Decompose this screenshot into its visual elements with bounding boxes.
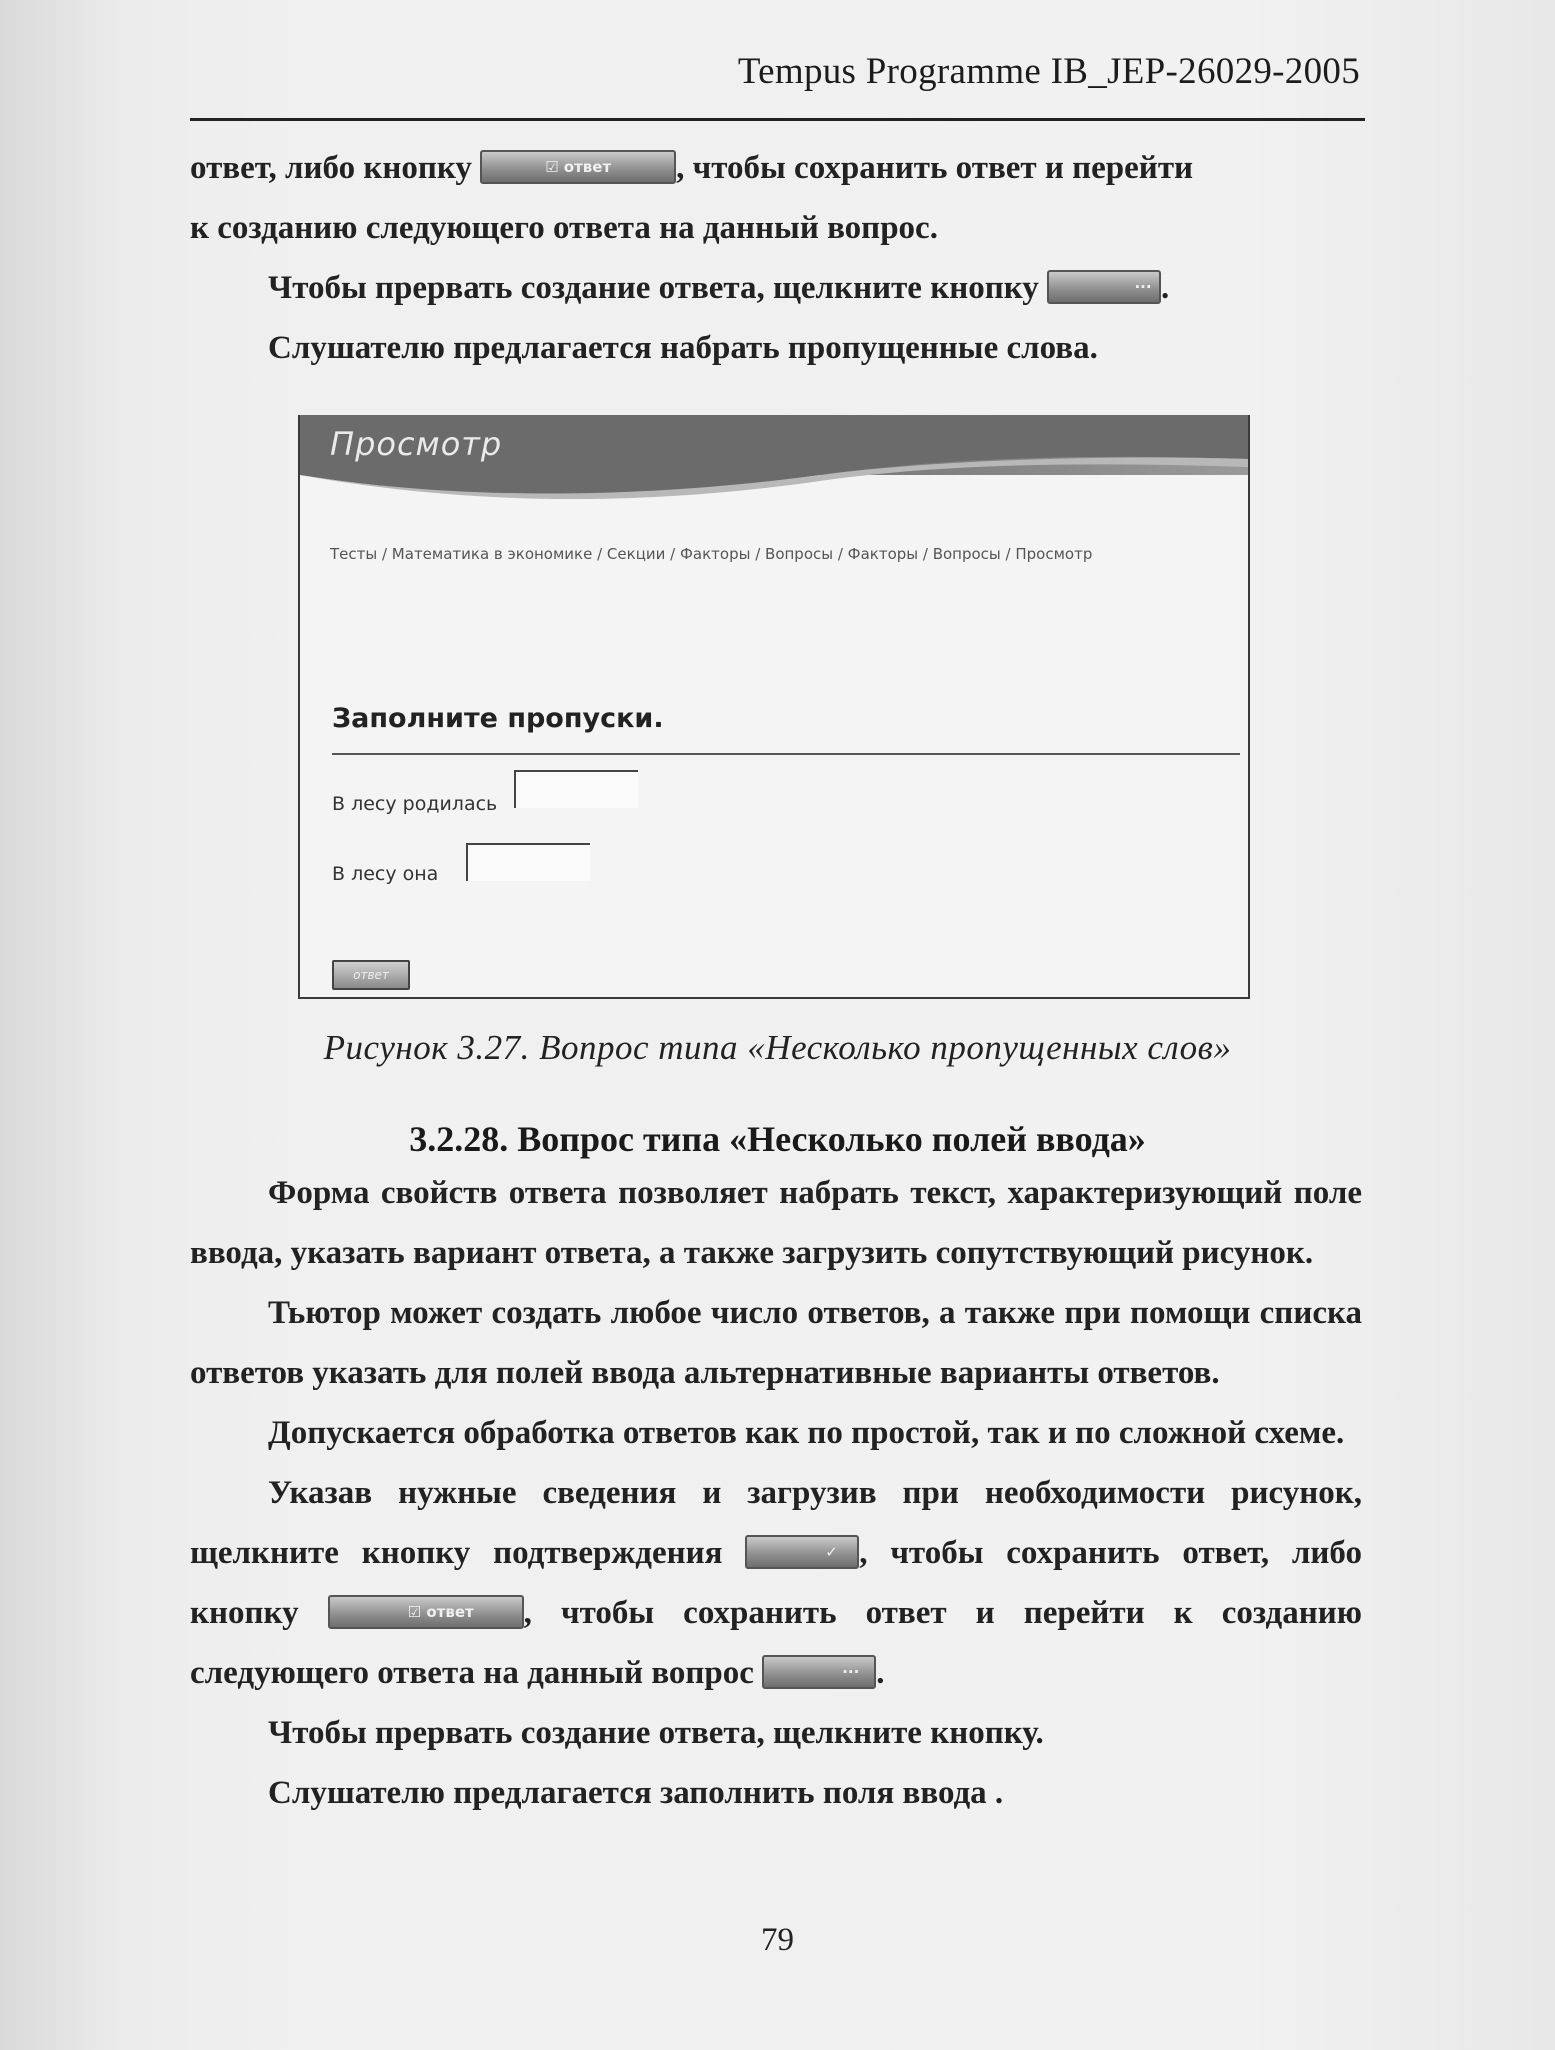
text-span: Указав нужные сведения и загрузив при необходимости рисунок, щелкните кнопку подтверждения <box>190 1475 1362 1571</box>
text-line <box>190 258 1362 318</box>
paragraph: Чтобы прервать создание ответа, щелкните кнопку. <box>268 1715 1044 1751</box>
cancel-button-image <box>1047 270 1161 304</box>
submit-button-label: ответ <box>353 968 389 982</box>
breadcrumb: Тесты / Математика в экономике / Секции / Факторы / Вопросы / Факторы / Вопросы / Просмотр <box>330 545 1093 563</box>
running-header: Tempus Programme IB_JEP-26029-2005 <box>737 51 1360 92</box>
blank-input-1[interactable] <box>514 770 638 808</box>
cancel-button-label: ··· <box>842 1663 860 1682</box>
blank-row-label: В лесу она <box>332 863 439 885</box>
paragraph: Слушателю предлагается заполнить поля ввода . <box>268 1775 1004 1811</box>
preview-screenshot <box>298 415 1250 999</box>
answer-button-label: ☑ ответ <box>407 1603 474 1622</box>
text-span: . <box>1161 270 1170 306</box>
section-body <box>190 1163 1362 1823</box>
blank-row-label: В лесу родилась <box>332 793 498 815</box>
text-span: , чтобы сохранить ответ и перейти к созданию следующего ответа на данный вопрос <box>190 1595 1362 1691</box>
cancel-button-label: ··· <box>1134 278 1152 297</box>
text-span: , чтобы сохранить ответ и перейти <box>676 150 1194 186</box>
page-number: 79 <box>761 1922 794 1958</box>
paragraph: Тьютор может создать любое число ответов, а также при помощи списка ответов указать для полей ввода альтернативные варианты ответов. <box>190 1295 1362 1391</box>
text-span: Чтобы прервать создание ответа, щелкните кнопку <box>268 270 1039 306</box>
preview-banner <box>300 415 1248 507</box>
top-text-block <box>190 138 1362 378</box>
banner-title: Просмотр <box>330 425 503 463</box>
header-rule <box>190 118 1365 121</box>
blank-input-2[interactable] <box>466 843 590 881</box>
text-span: ответ, либо кнопку <box>190 150 472 186</box>
question-heading: Заполните пропуски. <box>332 703 664 734</box>
text-span: . <box>876 1655 885 1691</box>
submit-button[interactable] <box>332 960 410 990</box>
confirm-button-label: ✓ <box>825 1543 838 1562</box>
text-line: к созданию следующего ответа на данный вопрос. <box>190 210 938 246</box>
answer-button-image <box>480 150 676 184</box>
answer-button-label: ☑ ответ <box>545 158 612 177</box>
cancel-button-image <box>762 1655 876 1689</box>
answer-button-image <box>328 1595 524 1629</box>
text-span: , чтобы сохранить ответ, либо кнопку <box>190 1535 1362 1631</box>
text-line <box>190 138 1362 198</box>
figure-caption: Рисунок 3.27. Вопрос типа «Несколько пропущенных слов» <box>323 1028 1232 1067</box>
heading-divider <box>332 753 1240 755</box>
text-line: Слушателю предлагается набрать пропущенные слова. <box>268 330 1098 366</box>
paragraph: Допускается обработка ответов как по простой, так и по сложной схеме. <box>268 1415 1345 1451</box>
confirm-button-image <box>745 1535 859 1569</box>
paragraph: Форма свойств ответа позволяет набрать текст, характеризующий поле ввода, указать вариант ответа, а также загрузить сопутствующий рисунок. <box>190 1175 1362 1271</box>
section-title: 3.2.28. Вопрос типа «Несколько полей ввода» <box>409 1119 1146 1159</box>
paragraph <box>190 1463 1362 1703</box>
